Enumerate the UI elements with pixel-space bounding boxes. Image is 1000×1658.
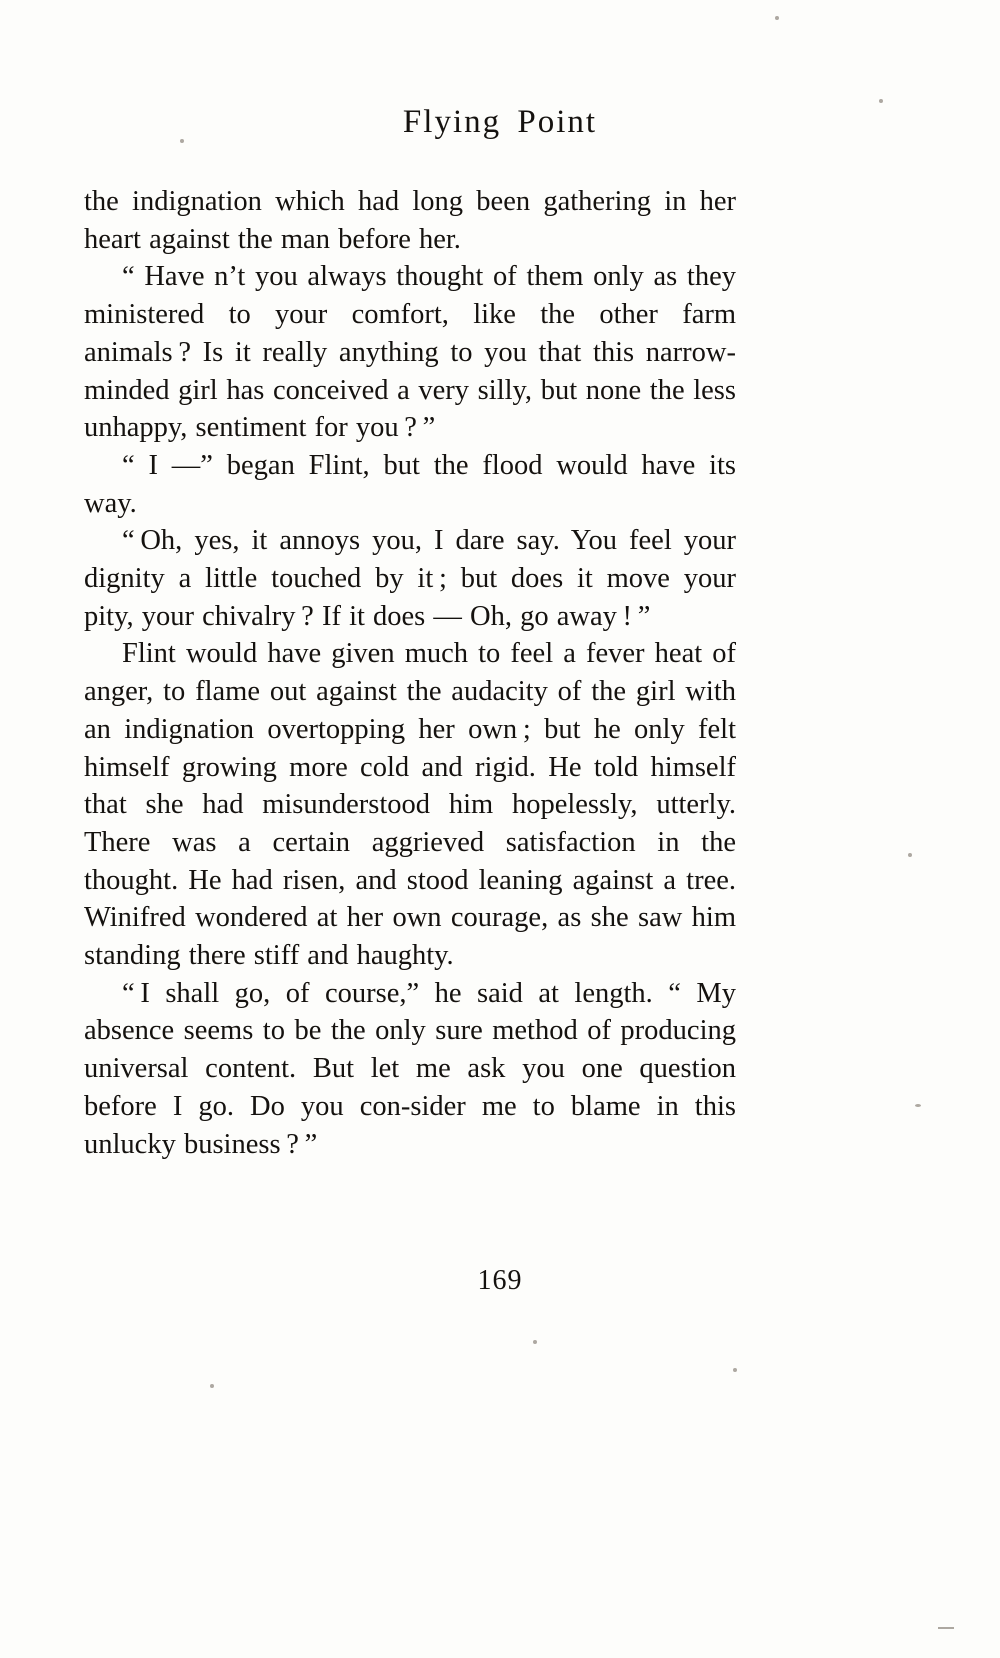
paragraph: “ I —” began Flint, but the flood would have its way. (84, 449, 736, 519)
scan-speck (908, 853, 912, 857)
scan-speck (915, 1104, 921, 1107)
scan-speck (180, 139, 184, 143)
page-number: 169 (477, 1265, 523, 1296)
paragraph: the indignation which had long been gathering in her heart against the man before her. (84, 186, 736, 255)
page-title: Flying Point (402, 104, 598, 140)
paragraph: Flint would have given much to feel a fever heat of anger, to flame out against the audacity of the girl with an indignation overtopping her own ; but he only felt himself growing more cold and rigid. He told himself that she had misunderstood him hopelessly, utterly. There was a certain aggrieved satisfaction in the thought. He had risen, and stood leaning against a tree. Winifred wondered at her own courage, as she saw him standing there stiff and haughty. (84, 638, 736, 972)
scan-speck (879, 99, 883, 103)
scan-speck (733, 1368, 737, 1372)
paragraph: “ Oh, yes, it annoys you, I dare say. You feel your dignity a little touched by it ; but does it move your pity, your chivalry ? If it does — Oh, go away ! ” (84, 525, 736, 632)
scan-speck (533, 1340, 537, 1344)
scan-speck (938, 1627, 954, 1629)
paragraph: “ Have n’t you always thought of them only as they ministered to your comfort, like the other farm animals ? Is it really anything to you that this narrow-minded girl has conceived a very silly, but none the less unhappy, sentiment for you ? ” (84, 261, 736, 444)
scan-speck (775, 16, 779, 20)
body-text (84, 183, 736, 1163)
paragraph: “ I shall go, of course,” he said at length. “ My absence seems to be the only sure method of producing universal content. But let me ask you one question before I go. Do you con-sider me to blame in this unlucky business ? ” (84, 977, 736, 1160)
scan-speck (210, 1384, 214, 1388)
